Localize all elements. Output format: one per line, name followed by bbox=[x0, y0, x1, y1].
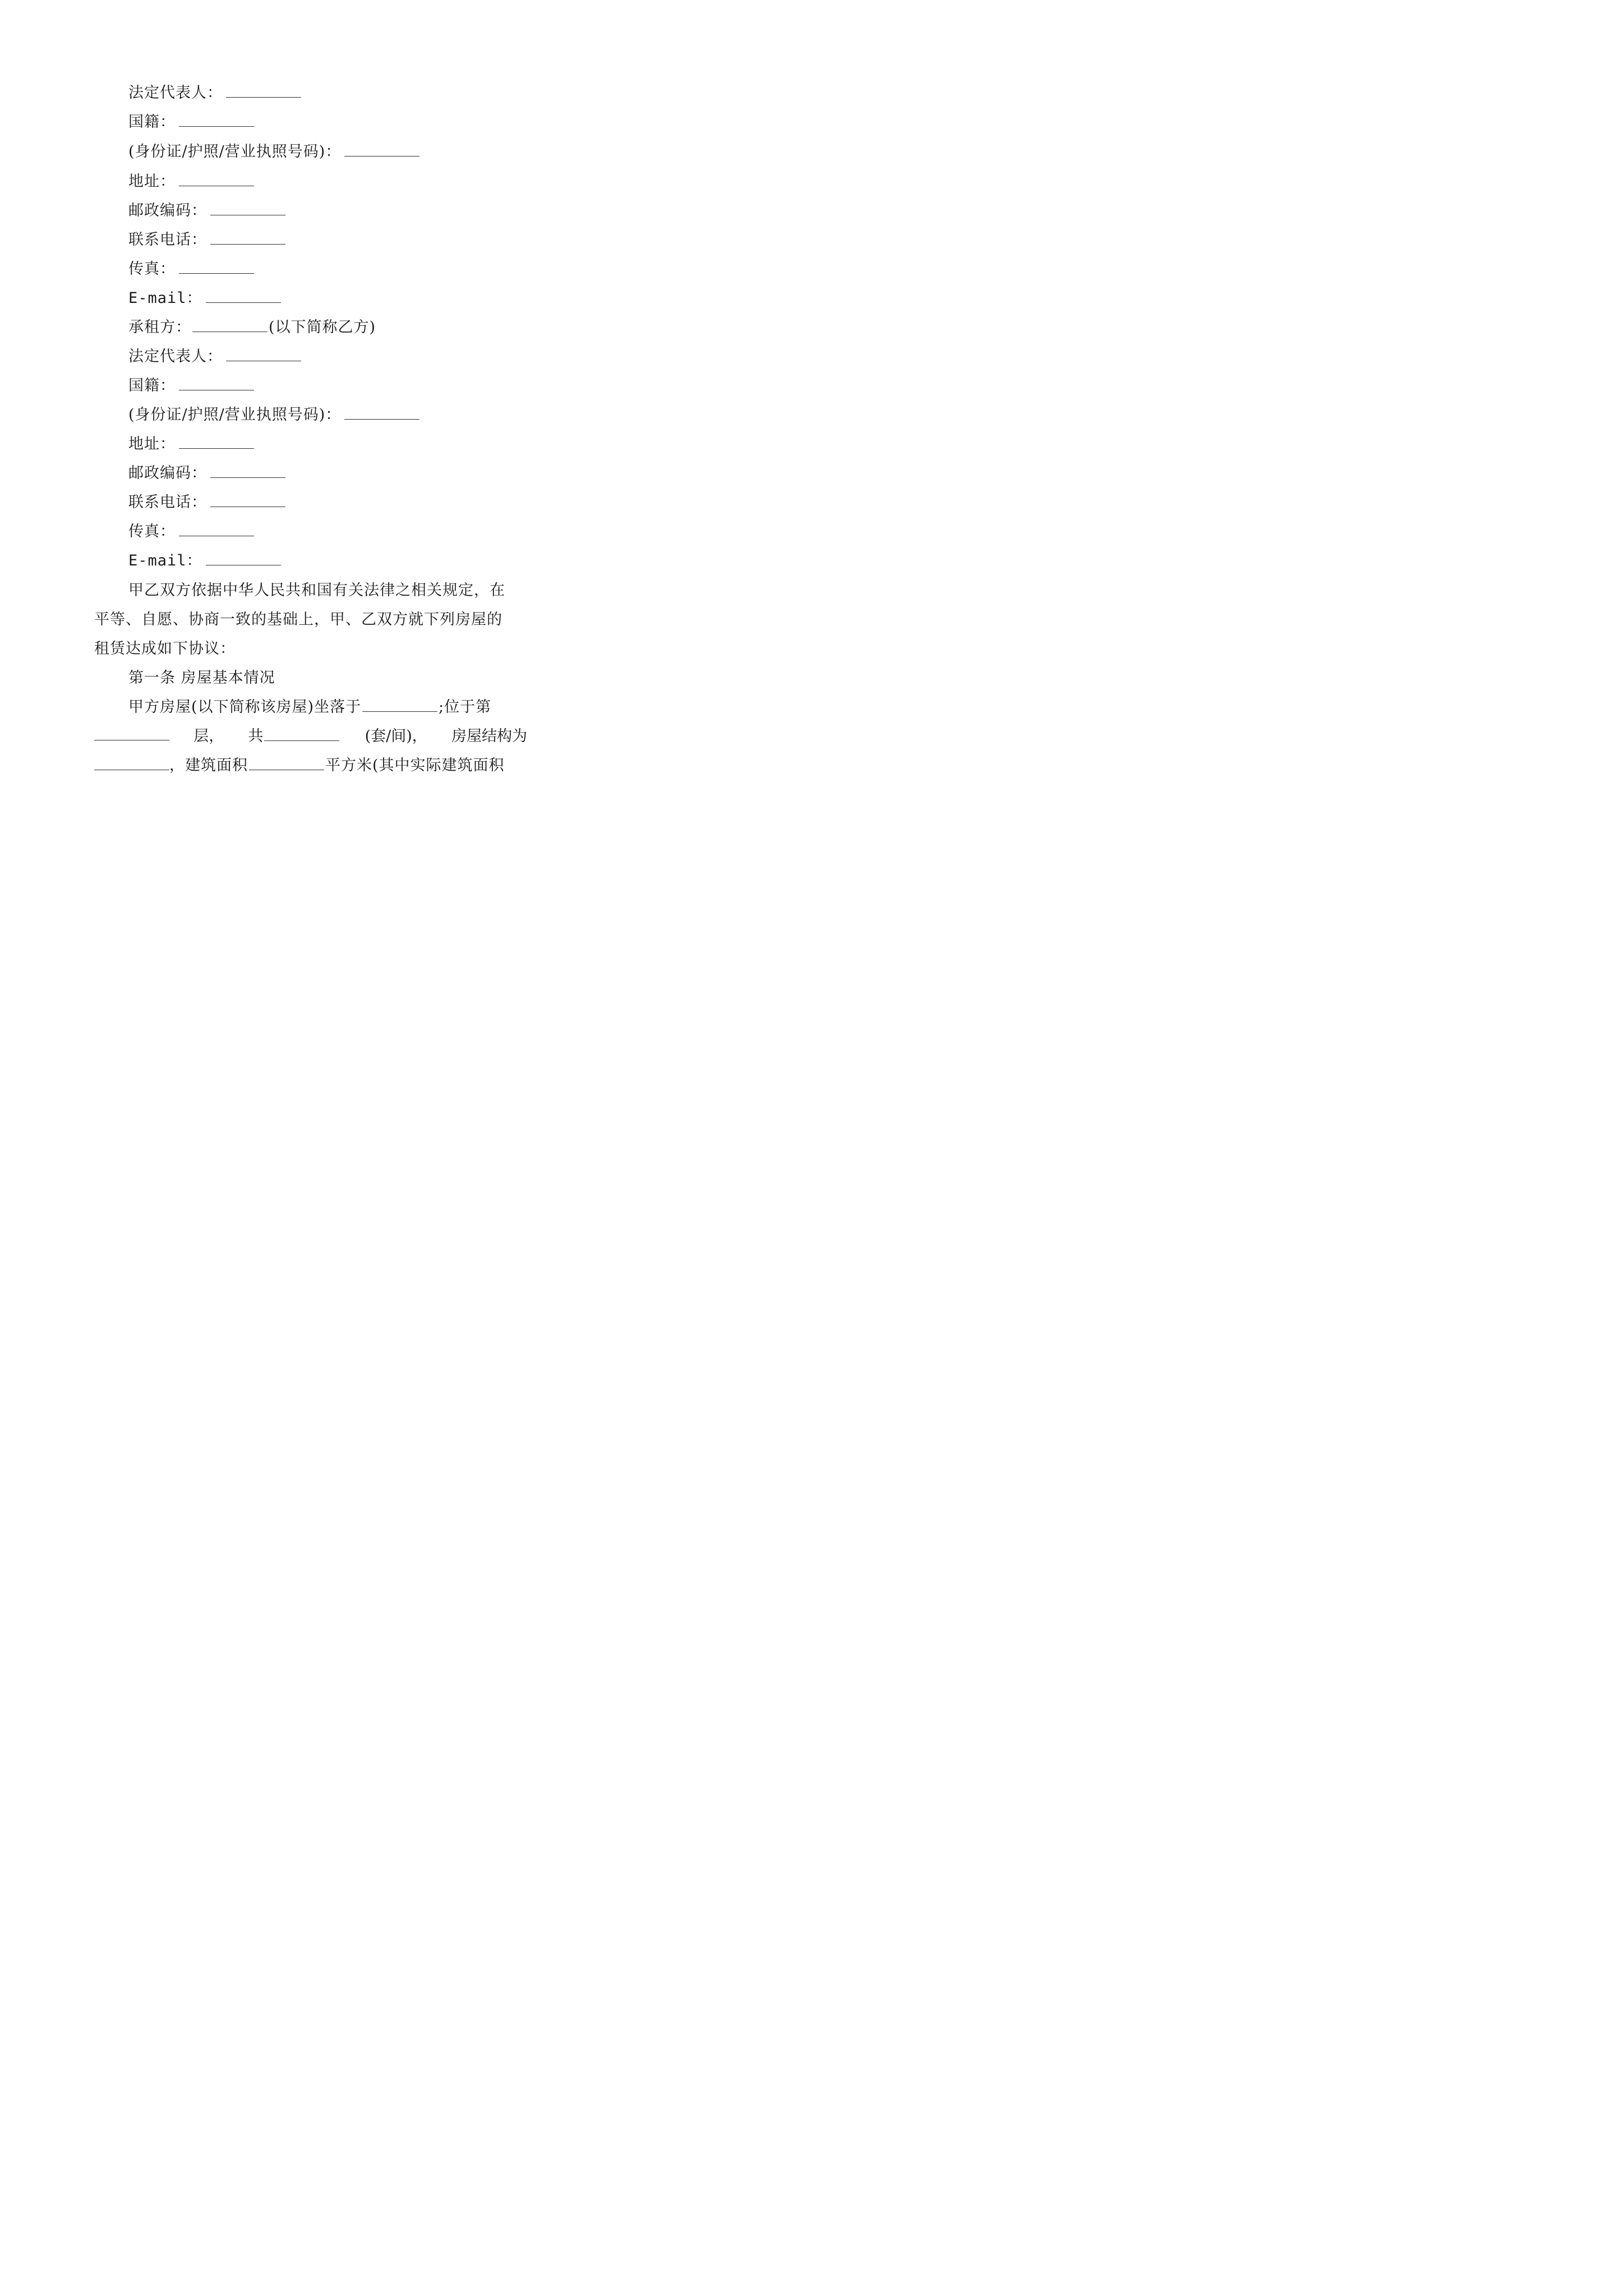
lessee-email-label: E-mail： bbox=[128, 552, 202, 569]
lessee-name-label: 承租方： bbox=[128, 319, 191, 336]
lessor-legal-rep-blank bbox=[226, 82, 301, 98]
document-page bbox=[0, 0, 619, 875]
lessor-id-line bbox=[128, 141, 419, 163]
lessor-email-line bbox=[128, 287, 281, 310]
lessee-postcode-blank bbox=[210, 463, 285, 478]
article1-heading bbox=[128, 667, 275, 689]
lessee-fax-label: 传真： bbox=[128, 523, 176, 540]
lessee-email-blank bbox=[206, 550, 281, 565]
lessor-legal-rep-label: 法定代表人： bbox=[128, 84, 223, 102]
preamble-text-1: 甲乙双方依据中华人民共和国有关法律之相关规定，在 bbox=[128, 582, 505, 599]
lessee-legal-rep-blank bbox=[226, 346, 301, 361]
lessee-nationality-line bbox=[128, 375, 254, 397]
article1-line-2 bbox=[94, 725, 527, 748]
lessee-id-blank bbox=[344, 404, 419, 420]
lessor-fax-line bbox=[128, 258, 254, 280]
location-blank bbox=[362, 697, 437, 712]
lessee-nationality-label: 国籍： bbox=[128, 377, 176, 394]
lessor-email-label: E-mail： bbox=[128, 289, 202, 307]
article1-text-1a: 甲方房屋(以下简称该房屋)坐落于 bbox=[128, 698, 362, 716]
lessor-nationality-label: 国籍： bbox=[128, 113, 176, 131]
preamble-line-1 bbox=[128, 579, 505, 602]
article1-line-1 bbox=[128, 696, 491, 719]
lessee-nationality-blank bbox=[179, 375, 254, 390]
lessor-legal-rep-line bbox=[128, 82, 301, 104]
units-blank bbox=[264, 726, 339, 741]
lessor-nationality-line bbox=[128, 111, 254, 134]
lessor-email-blank bbox=[206, 288, 281, 303]
lessor-postcode-line bbox=[128, 200, 285, 222]
article1-text-3b: 平方米(其中实际建筑面积 bbox=[325, 757, 505, 774]
lessee-phone-blank bbox=[210, 492, 285, 507]
article1-text-1b: ;位于第 bbox=[439, 698, 492, 716]
preamble-text-3: 租赁达成如下协议： bbox=[94, 640, 236, 657]
lessee-postcode-label: 邮政编码： bbox=[128, 464, 207, 482]
lessee-phone-line bbox=[128, 491, 285, 514]
lessee-phone-label: 联系电话： bbox=[128, 494, 207, 511]
lessor-address-label: 地址： bbox=[128, 173, 176, 190]
lessee-fax-blank bbox=[179, 521, 254, 536]
article1-text-2d: 房屋结构为 bbox=[451, 728, 527, 745]
lessor-address-blank bbox=[179, 171, 254, 186]
article1-text-3a: ，建筑面积 bbox=[169, 757, 248, 774]
lessor-address-line bbox=[128, 171, 254, 193]
preamble-text-2: 平等、自愿、协商一致的基础上，甲、乙双方就下列房屋的 bbox=[94, 611, 502, 628]
lessee-id-line bbox=[128, 404, 419, 426]
article1-heading-text: 第一条 房屋基本情况 bbox=[128, 669, 275, 687]
article1-text-2a: 层， bbox=[193, 728, 224, 745]
lessor-fax-label: 传真： bbox=[128, 260, 176, 278]
lessee-address-label: 地址： bbox=[128, 435, 176, 453]
lessee-name-blank bbox=[192, 317, 268, 332]
lessor-postcode-label: 邮政编码： bbox=[128, 202, 207, 219]
lessee-name-suffix: (以下简称乙方) bbox=[269, 319, 376, 336]
lessor-phone-label: 联系电话： bbox=[128, 231, 207, 249]
article1-text-2b: 共 bbox=[248, 728, 264, 745]
floor-blank bbox=[94, 725, 169, 740]
structure-blank bbox=[94, 755, 169, 770]
lessee-fax-line bbox=[128, 521, 254, 543]
lessee-id-label: (身份证/护照/营业执照号码)： bbox=[128, 406, 342, 424]
lessee-name-line bbox=[128, 316, 376, 339]
area-blank bbox=[249, 755, 324, 770]
preamble-line-3 bbox=[94, 638, 236, 660]
lessor-postcode-blank bbox=[210, 200, 285, 215]
lessor-phone-line bbox=[128, 229, 285, 251]
lessee-address-blank bbox=[179, 434, 254, 449]
article1-text-2c: (套/间)， bbox=[365, 728, 427, 745]
lessee-legal-rep-line bbox=[128, 346, 301, 368]
preamble-line-2 bbox=[94, 609, 502, 631]
lessor-id-label: (身份证/护照/营业执照号码)： bbox=[128, 143, 342, 160]
lessee-email-line bbox=[128, 550, 281, 572]
lessor-id-blank bbox=[344, 141, 419, 157]
lessee-legal-rep-label: 法定代表人： bbox=[128, 348, 223, 365]
lessor-fax-blank bbox=[179, 259, 254, 274]
lessee-postcode-line bbox=[128, 462, 285, 485]
lessor-nationality-blank bbox=[179, 112, 254, 127]
article1-line-3 bbox=[94, 754, 505, 777]
lessee-address-line bbox=[128, 433, 254, 455]
lessor-phone-blank bbox=[210, 229, 285, 245]
